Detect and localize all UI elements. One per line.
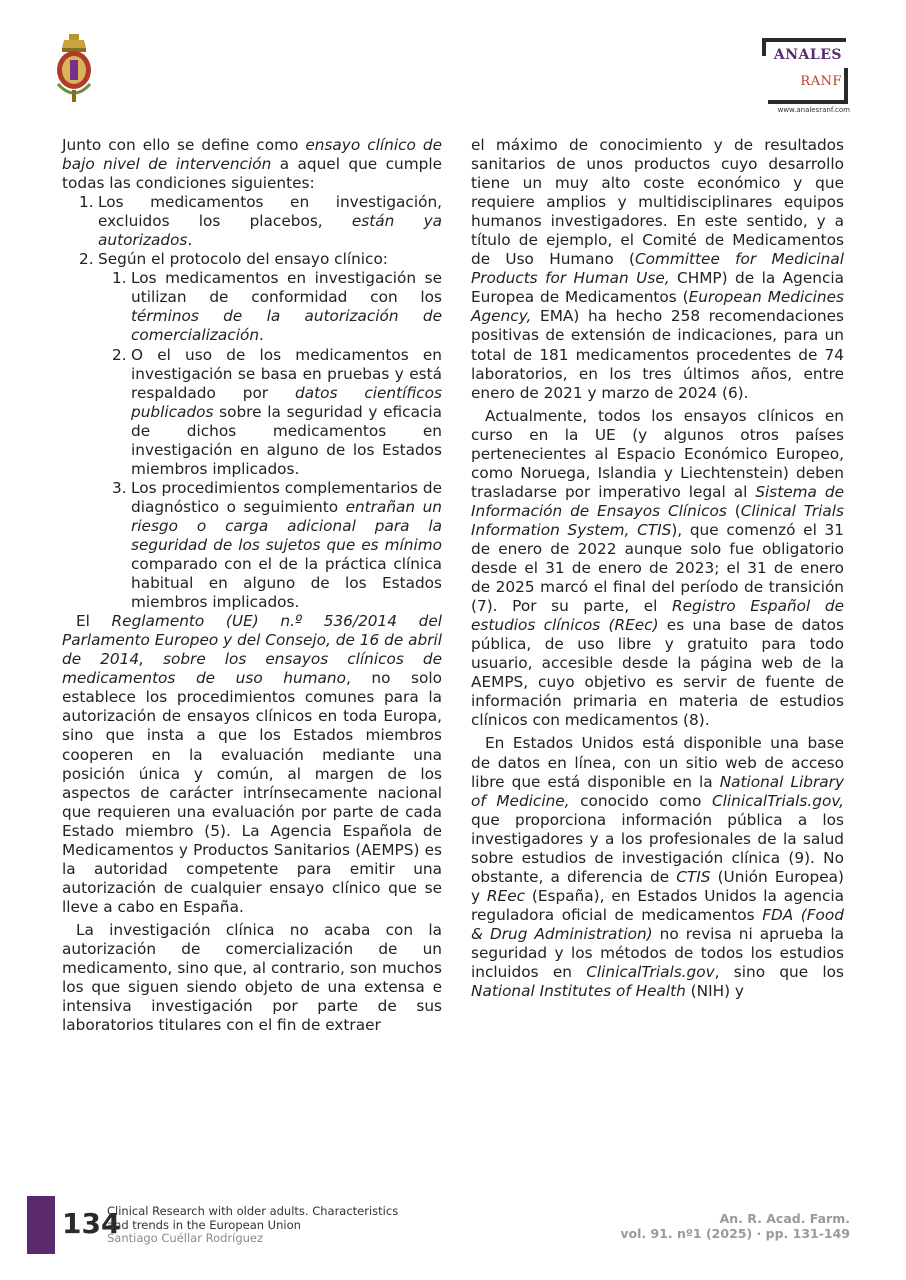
paragraph: La investigación clínica no acaba con la autorización de comercialización de un medicamento, sino que, al contrario, son muchos los que siguen siendo objeto de una extensa e intensiva investigación por parte de sus laboratorios titulares con el fin de extraer <box>62 920 442 1035</box>
list-item: 1. Los medicamentos en investigación, excluidos los placebos, están ya autorizados. <box>79 193 442 250</box>
paragraph: En Estados Unidos está disponible una base de datos en línea, con un sitio web de acceso libre que está disponible en la National Library of Medicine, conocido como ClinicalTrials.gov, que proporciona información pública a los investigadores y a los profesionales de la salud sobre estudios de investigación clínica (9). No obstante, a diferencia de CTIS (Unión Europea) y REec (España), en Estados Unidos la agencia reguladora oficial de medicamentos FDA (Food & Drug Administration) no revisa ni aprueba la seguridad y los métodos de todos los estudios incluidos en ClinicalTrials.gov, sino que los National Institutes of Health (NIH) y <box>471 734 844 1001</box>
footer-title-line1: Clinical Research with older adults. Characteristics <box>107 1204 399 1218</box>
left-column <box>62 136 442 1035</box>
footer-accent-bar <box>27 1196 55 1254</box>
paragraph: el máximo de conocimiento y de resultados sanitarios de unos productos cuyo desarrollo tiene un muy alto coste económico y que requiere amplios y multidisciplinares equipos humanos investigadores. En este sentido, y a título de ejemplo, el Comité de Medicamentos de Uso Humano (Committee for Medicinal Products for Human Use, CHMP) de la Agencia Europea de Medicamentos (European Medicines Agency, EMA) ha hecho 258 recomendaciones positivas de extensión de indicaciones, para un total de 181 medicamentos procedentes de 74 laboratorios, en los tres últimos años, entre enero de 2021 y marzo de 2024 (6). <box>471 136 845 402</box>
sub-list-item: 1. Los medicamentos en investigación se utilizan de conformidad con los términos de la autorización de comercialización. <box>112 269 442 345</box>
logo-ranf: RANF <box>800 74 842 89</box>
footer-title-line2: and trends in the European Union <box>107 1217 301 1232</box>
footer-article-info <box>107 1205 398 1246</box>
list-item: 2. Según el protocolo del ensayo clínico: 1. Los medicamentos en investigación se utilizan de conformidad con los términos de la autorización de comercialización. 2. O el uso de los medicamentos en investigación se basa en pruebas y está respaldado por datos científicos publicados sobre la seguridad y eficacia de dichos medicamentos en investigación en alguno de los Estados miembros implicados. 3. Los procedimientos complementarios de diagnóstico o seguimiento entrañan un riesgo o carga adicional para la seguridad de los sujetos que es mínimo comparado con el de la práctica clínica habitual en alguno de los Estados miembros implicados. <box>79 250 442 612</box>
logo-anales: ANALES <box>773 47 842 63</box>
logo-url[interactable]: www.analesranf.com <box>777 106 850 114</box>
paragraph: El Reglamento (UE) n.º 536/2014 del Parlamento Europeo y del Consejo, de 16 de abril de 2014, sobre los ensayos clínicos de medicamentos de uso humano, no solo establece los procedimientos comunes para la autorización de ensayos clínicos en toda Europa, sino que insta a que los Estados miembros cooperen en la evaluación mediante una posición única y común, al margen de los aspectos de carácter intrínsecamente nacional que requieren una evaluación por parte de cada Estado miembro (5). La Agencia Española de Medicamentos y Productos Sanitarios (AEMPS) es la autoridad competente para emitir una autorización de cualquier ensayo clínico que se lleve a cabo en España. <box>62 612 442 916</box>
journal-logo <box>744 38 854 114</box>
footer-volume: vol. 91. nº1 (2025) · pp. 131-149 <box>620 1226 850 1241</box>
sub-list-item: 3. Los procedimientos complementarios de diagnóstico o seguimiento entrañan un riesgo o carga adicional para la seguridad de los sujetos que es mínimo comparado con el de la práctica clínica habitual en alguno de los Estados miembros implicados. <box>112 478 442 612</box>
page-number: 134 <box>62 1207 121 1240</box>
right-column <box>471 136 844 1001</box>
sub-list-item: 2. O el uso de los medicamentos en investigación se basa en pruebas y está respaldado por datos científicos publicados sobre la seguridad y eficacia de dichos medicamentos en investigación en alguno de los Estados miembros implicados. <box>112 345 442 478</box>
paragraph: Junto con ello se define como ensayo clínico de bajo nivel de intervención a aquel que cumple todas las condiciones siguientes: <box>62 136 442 193</box>
paragraph: Actualmente, todos los ensayos clínicos en curso en la UE (y algunos otros países pertenecientes al Espacio Económico Europeo, como Noruega, Islandia y Liechtenstein) deben trasladarse por imperativo legal al Sistema de Información de Ensayos Clínicos (Clinical Trials Information System, CTIS), que comenzó el 31 de enero de 2022 aunque solo fue obligatorio desde el 31 de enero de 2023; el 31 de enero de 2025 marcó el final del período de transición (7). Por su parte, el Registro Español de estudios clínicos (REec) es una base de datos pública, de uso libre y gratuito para todo usuario, accesible desde la página web de la AEMPS, cuyo objetivo es servir de fuente de información primaria en materia de estudios clínicos con medicamentos (8). <box>471 406 845 730</box>
sub-list <box>98 269 442 612</box>
footer-journal-info <box>620 1211 850 1241</box>
crest-icon <box>52 32 96 104</box>
conditions-list <box>62 193 442 612</box>
footer-author: Santiago Cuéllar Rodríguez <box>107 1231 264 1245</box>
footer-journal: An. R. Acad. Farm. <box>719 1211 850 1226</box>
